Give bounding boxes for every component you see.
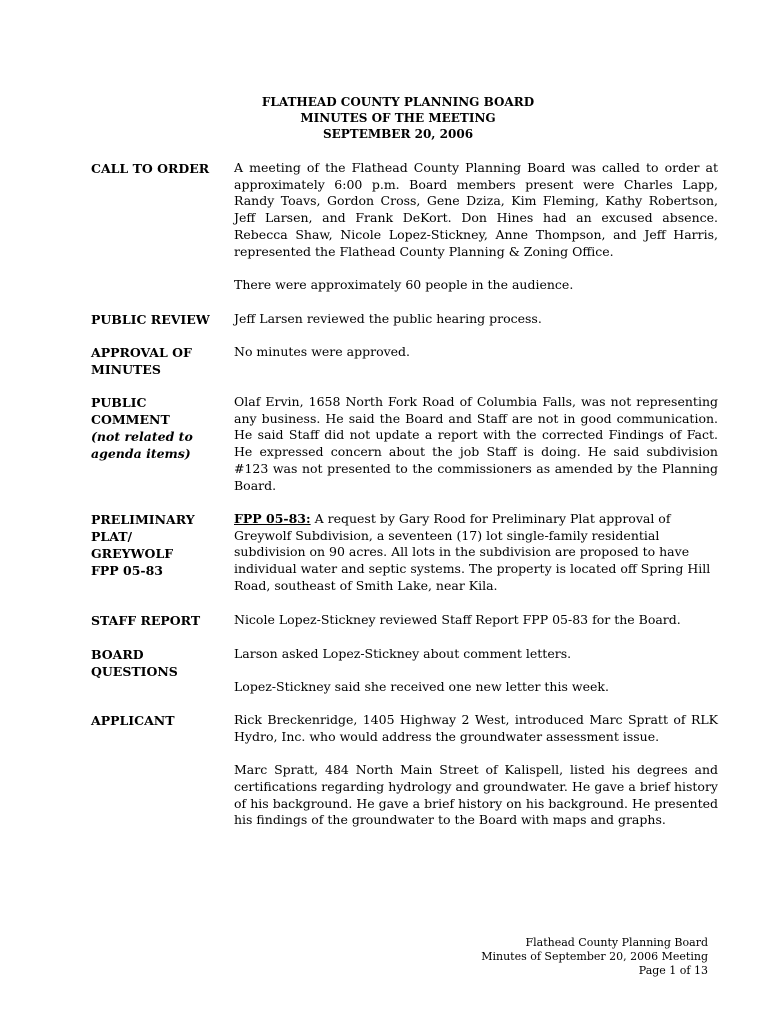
section-content	[234, 511, 718, 595]
paragraph: Lopez-Stickney said she received one new letter this week.	[234, 679, 609, 695]
label-line: PUBLIC	[91, 395, 147, 410]
header-title: FLATHEAD COUNTY PLANNING BOARD	[261, 95, 535, 109]
section-label	[91, 511, 226, 579]
paragraph-text: A request by Gary Rood for Preliminary Plat approval of Greywolf Subdivision, a seventeen (17) lot single-family residential subdivision on 90 acres. All lots in the subdivision are proposed to have individual water and septic systems. The property is located off Spring Hill Road, southeast of Smith Lake, near Kila.	[234, 511, 711, 593]
paragraph: There were approximately 60 people in the audience.	[234, 276, 574, 292]
paragraph: Rick Breckenridge, 1405 Highway 2 West, introduced Marc Spratt of RLK Hydro, Inc. who would address the groundwater assessment issue.	[234, 712, 718, 744]
paragraph: Marc Spratt, 484 North Main Street of Kalispell, listed his degrees and certifications regarding hydrology and groundwater. He gave a brief history of his background. He gave a brief history on his background. He presented his findings of the groundwater to the Board with maps and graphs.	[234, 762, 718, 828]
footer-board-name: Flathead County Planning Board	[525, 936, 708, 949]
paragraph: A meeting of the Flathead County Planning Board was called to order at approximately 6:00 p.m. Board members present were Charles Lapp, Randy Toavs, Gordon Cross, Gene Dziza, Kim Fleming, Kathy Robertson, Jeff Larsen, and Frank DeKort. Don Hines had an excused absence. Rebecca Shaw, Nicole Lopez-Stickney, Anne Thompson, and Jeff Harris, represented the Flathead County Planning & Zoning Office.	[234, 160, 718, 259]
section-content	[234, 311, 718, 328]
footer-page-number: Page 1 of 13	[638, 964, 708, 977]
document-header	[0, 94, 770, 142]
paragraph: Jeff Larsen reviewed the public hearing process.	[234, 311, 542, 326]
section-content	[234, 344, 718, 361]
paragraph: No minutes were approved.	[234, 344, 411, 359]
paragraph: Olaf Ervin, 1658 North Fork Road of Columbia Falls, was not representing any business. He said the Board and Staff are not in good communication. He said Staff did not update a report with the corrected Findings of Fact. He expressed concern about the job Staff is doing. He said subdivision #123 was not presented to the commissioners as amended by the Planning Board.	[234, 394, 718, 493]
label-line: BOARD	[91, 647, 144, 662]
section-content	[234, 394, 718, 494]
section-content	[234, 712, 718, 829]
section-content	[234, 160, 718, 294]
label-line: PLAT/	[91, 529, 133, 544]
paragraph: Nicole Lopez-Stickney reviewed Staff Report FPP 05-83 for the Board.	[234, 612, 681, 627]
section-label: STAFF REPORT	[91, 613, 201, 628]
label-line: FPP 05-83	[91, 563, 164, 578]
paragraph	[234, 511, 718, 595]
label-line: PRELIMINARY	[91, 512, 195, 527]
section-label	[91, 394, 226, 462]
label-line: GREYWOLF	[91, 546, 174, 561]
header-subtitle: MINUTES OF THE MEETING	[300, 111, 496, 125]
section-label	[91, 344, 226, 378]
section-label: CALL TO ORDER	[91, 161, 210, 176]
label-note: agenda items)	[91, 446, 191, 461]
section-label: PUBLIC REVIEW	[91, 312, 210, 327]
label-line: APPROVAL OF	[91, 345, 192, 360]
section-content	[234, 646, 718, 696]
label-line: QUESTIONS	[91, 664, 178, 679]
paragraph: Larson asked Lopez-Stickney about comment letters.	[234, 646, 572, 661]
file-reference: FPP 05-83:	[234, 511, 311, 526]
section-content	[234, 612, 718, 629]
label-line: MINUTES	[91, 362, 161, 377]
section-label	[91, 646, 226, 680]
section-label: APPLICANT	[91, 713, 175, 728]
footer-meeting-date: Minutes of September 20, 2006 Meeting	[481, 950, 708, 963]
header-date: SEPTEMBER 20, 2006	[322, 127, 474, 141]
label-line: COMMENT	[91, 412, 170, 427]
label-note: (not related to	[91, 429, 193, 444]
page-footer	[481, 936, 708, 978]
